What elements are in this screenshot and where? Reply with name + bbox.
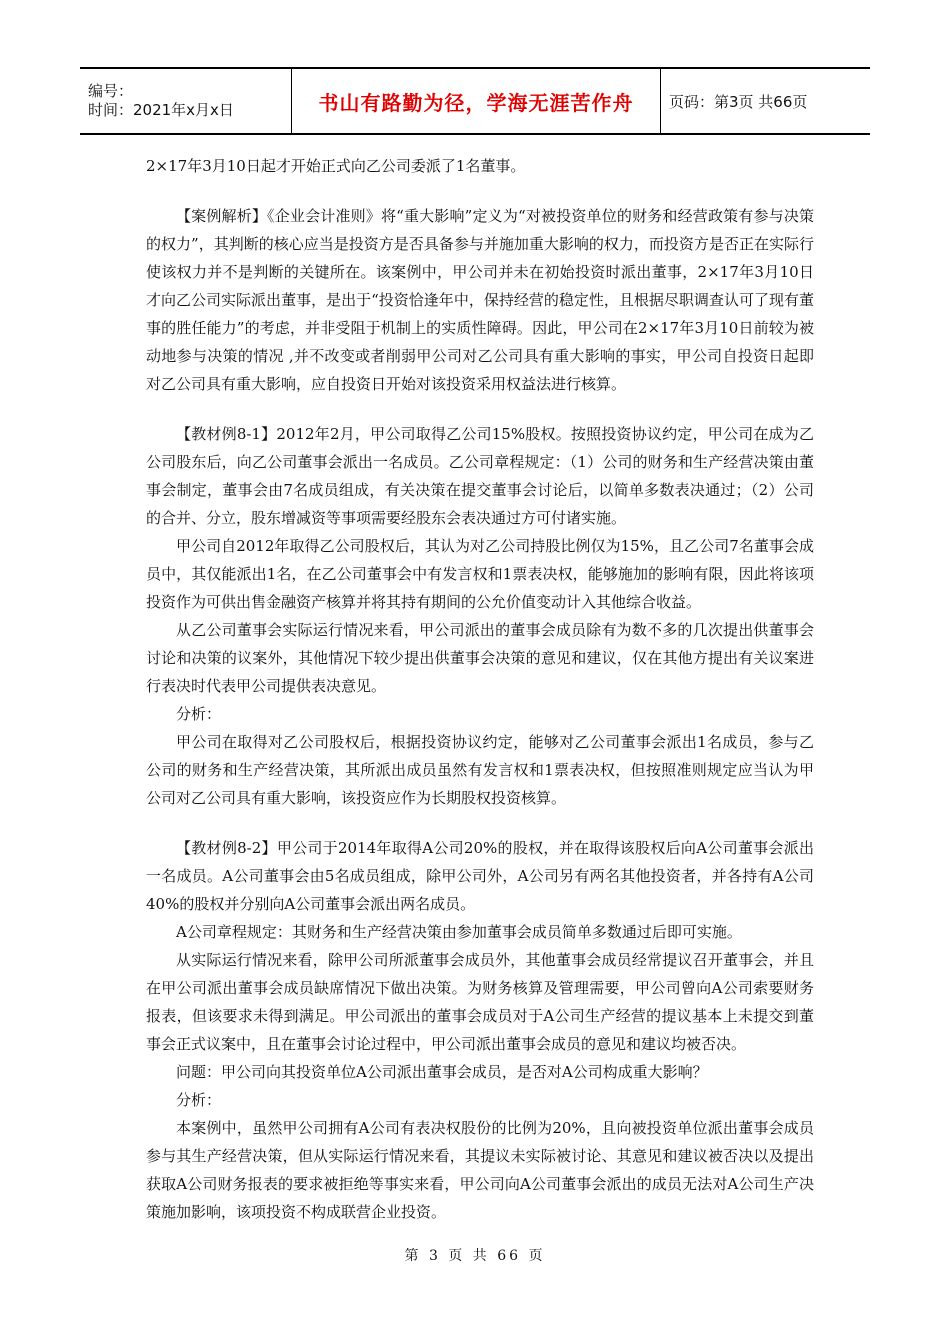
header-meta <box>80 68 292 134</box>
document-body <box>146 152 814 1226</box>
paragraph: 从乙公司董事会实际运行情况来看，甲公司派出的董事会成员除有为数不多的几次提出供董事会讨论和决策的议案外，其他情况下较少提出供董事会决策的意见和建议，仅在其他方提出有关议案进行表决时代表甲公司提供表决意见。 <box>146 621 814 695</box>
analysis-label: 分析： <box>176 1091 222 1109</box>
header-page-info: 页码：第3页 共66页 <box>669 92 808 111</box>
example-8-2-paragraph: 【教材例8-2】甲公司于2014年取得A公司20%的股权，并在取得该股权后向A公司董事会派出一名成员。A公司董事会由5名成员组成，除甲公司外，A公司另有两名其他投资者，并各持有A公司40%的股权并分别向A公司董事会派出两名成员。 <box>146 839 814 913</box>
paragraph: A公司章程规定：其财务和生产经营决策由参加董事会成员简单多数通过后即可实施。 <box>176 923 742 941</box>
case-analysis-paragraph: 【案例解析】《企业会计准则》将“重大影响”定义为“对被投资单位的财务和经营政策有参与决策的权力”，其判断的核心应当是投资方是否具备参与并施加重大影响的权力，而投资方是否正在实际行使该权力并不是判断的关键所在。该案例中，甲公司并未在初始投资时派出董事，2×17年3月10日才向乙公司实际派出董事，是出于“投资恰逢年中，保持经营的稳定性，且根据尽职调查认可了现有董事的胜任能力”的考虑，并非受阻于机制上的实质性障碍。因此，甲公司在2×17年3月10日前较为被动地参与决策的情况 ,并不改变或者削弱甲公司对乙公司具有重大影响的事实，甲公司自投资日起即对乙公司具有重大影响，应自投资日开始对该投资采用权益法进行核算。 <box>146 207 814 393</box>
paragraph: 甲公司自2012年取得乙公司股权后，其认为对乙公司持股比例仅为15%，且乙公司7名董事会成员中，其仅能派出1名，在乙公司董事会中有发言权和1票表决权，能够施加的影响有限，因此将该项投资作为可供出售金融资产核算并将其持有期间的公允价值变动计入其他综合收益。 <box>146 537 814 611</box>
page-header <box>80 67 870 135</box>
paragraph: 甲公司在取得对乙公司股权后，根据投资协议约定，能够对乙公司董事会派出1名成员，参与乙公司的财务和生产经营决策，其所派出成员虽然有发言权和1票表决权，但按照准则规定应当认为甲公司对乙公司具有重大影响，该投资应作为长期股权投资核算。 <box>146 733 814 807</box>
paragraph: 2×17年3月10日起才开始正式向乙公司委派了1名董事。 <box>146 157 526 175</box>
document-date: 时间：2021年x月x日 <box>88 101 234 119</box>
header-motto: 书山有路勤为径，学海无涯苦作舟 <box>292 68 661 134</box>
document-number-label: 编号： <box>88 82 134 100</box>
page-footer: 第 3 页 共 66 页 <box>404 1248 546 1264</box>
paragraph: 本案例中，虽然甲公司拥有A公司有表决权股份的比例为20%，且向被投资单位派出董事会成员参与其生产经营决策，但从实际运行情况来看，其提议未实际被讨论、其意见和建议被否决以及提出获取A公司财务报表的要求被拒绝等事实来看，甲公司向A公司董事会派出的成员无法对A公司生产决策施加影响，该项投资不构成联营企业投资。 <box>146 1119 814 1221</box>
question-paragraph: 问题：甲公司向其投资单位A公司派出董事会成员，是否对A公司构成重大影响？ <box>176 1063 708 1081</box>
paragraph: 从实际运行情况来看，除甲公司所派董事会成员外，其他董事会成员经常提议召开董事会，并且在甲公司派出董事会成员缺席情况下做出决策。为财务核算及管理需要，甲公司曾向A公司索要财务报表，但该要求未得到满足。甲公司派出的董事会成员对于A公司生产经营的提议基本上未提交到董事会正式议案中，且在董事会讨论过程中，甲公司派出董事会成员的意见和建议均被否决。 <box>146 951 814 1053</box>
example-8-1-paragraph: 【教材例8-1】2012年2月，甲公司取得乙公司15%股权。按照投资协议约定，甲公司在成为乙公司股东后，向乙公司董事会派出一名成员。乙公司章程规定：（1）公司的财务和生产经营决策由董事会制定，董事会由7名成员组成，有关决策在提交董事会讨论后，以简单多数表决通过；（2）公司的合并、分立，股东增减资等事项需要经股东会表决通过方可付诸实施。 <box>146 425 814 527</box>
analysis-label: 分析： <box>176 705 222 723</box>
